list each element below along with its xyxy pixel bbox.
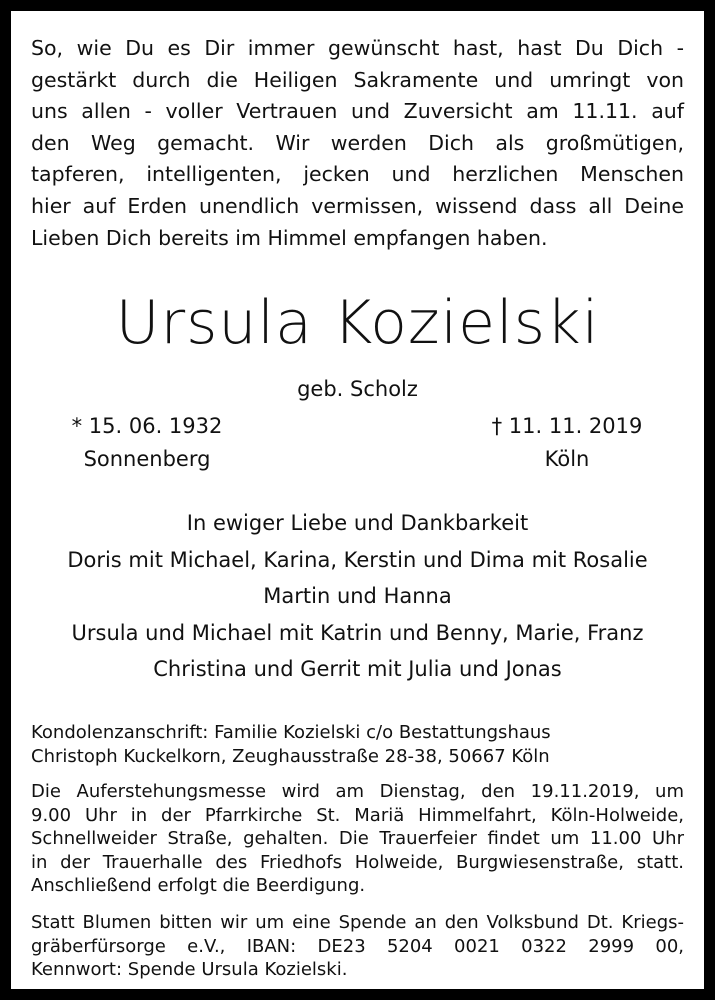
mass-line: Die Auferstehungsmesse wird am Dienstag, den 19.11.2019, um	[31, 781, 684, 802]
mass-line: Schnellweider Straße, gehalten. Die Trauerfeier findet um 11.00 Uhr	[31, 828, 684, 850]
mourners-line: Ursula und Michael mit Katrin und Benny, Marie, Franz	[71, 620, 644, 645]
condolence-line: Christoph Kuckelkorn, Zeughausstraße 28-38, 50667 Köln	[31, 745, 550, 767]
mass-line: in der Trauerhalle des Friedhofs Holweide, Burgwiesenstraße, statt.	[31, 851, 684, 873]
mass-line: 9.00 Uhr in der Pfarrkirche St. Mariä Himmelfahrt, Köln-Holweide,	[31, 804, 684, 826]
mourners-line: Doris mit Michael, Karina, Kerstin und Dima mit Rosalie	[67, 547, 648, 572]
birth-info	[47, 410, 247, 476]
donation-line: Kennwort: Spende Ursula Kozielski.	[31, 959, 348, 981]
donation-line: Statt Blumen bitten wir um eine Spende an den Volksbund Dt. Kriegs-	[31, 912, 684, 933]
deceased-name: Ursula Kozielski	[115, 288, 600, 358]
intro-line: gestärkt durch die Heiligen Sakramente und umringt von	[31, 67, 684, 92]
mourners-list	[11, 505, 704, 688]
funeral-mass-info	[31, 780, 684, 898]
donation-line: gräberfürsorge e.V., IBAN: DE23 5204 0021 0322 2999 00,	[31, 935, 684, 957]
condolence-address	[31, 721, 684, 768]
intro-paragraph	[31, 33, 684, 254]
intro-line: Lieben Dich bereits im Himmel empfangen haben.	[31, 225, 548, 250]
birth-place: Sonnenberg	[83, 447, 211, 471]
birth-date: * 15. 06. 1932	[71, 414, 223, 438]
intro-line: So, wie Du es Dir immer gewünscht hast, hast Du Dich -	[31, 36, 684, 60]
mourners-line: In ewiger Liebe und Dankbarkeit	[186, 511, 529, 535]
mourners-line: Martin und Hanna	[263, 584, 452, 608]
intro-line: hier auf Erden unendlich vermissen, wissend dass all Deine	[31, 193, 684, 218]
mass-line: Anschließend erfolgt die Beerdigung.	[31, 875, 366, 897]
intro-line: den Weg gemacht. Wir werden Dich als großmütigen,	[31, 130, 684, 155]
intro-line: tapferen, intelligenten, jecken und herzlichen Menschen	[31, 162, 684, 187]
death-place: Köln	[544, 447, 590, 471]
mourners-line: Christina und Gerrit mit Julia und Jonas	[153, 657, 562, 681]
death-date: † 11. 11. 2019	[491, 414, 643, 438]
intro-line: uns allen - voller Vertrauen und Zuversicht am 11.11. auf	[31, 99, 684, 124]
condolence-line: Kondolenzanschrift: Familie Kozielski c/o Bestattungshaus	[31, 722, 551, 743]
maiden-name: geb. Scholz	[297, 377, 418, 401]
death-info	[467, 410, 667, 476]
donation-info	[31, 911, 684, 982]
